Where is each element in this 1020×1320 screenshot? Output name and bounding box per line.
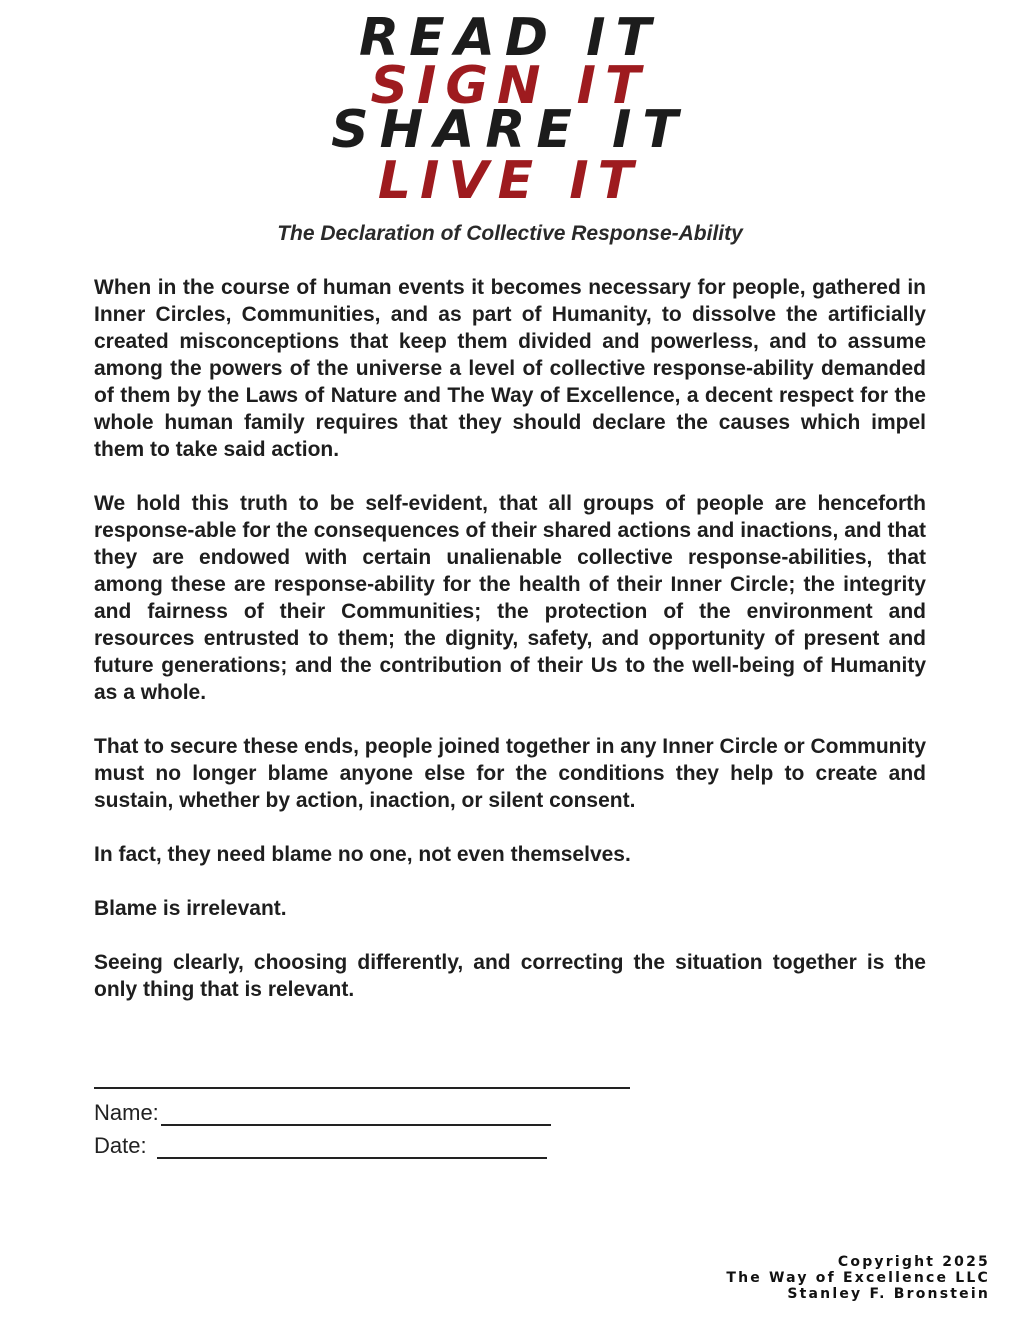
copyright-author: Stanley F. Bronstein — [787, 1286, 990, 1302]
signature-line[interactable] — [94, 1087, 630, 1089]
headline-read-it: READ IT — [359, 8, 661, 68]
headline-live-it: LIVE IT — [377, 151, 643, 211]
name-field-row — [94, 1100, 551, 1126]
name-blank[interactable] — [161, 1104, 551, 1126]
copyright-year: Copyright 2025 — [837, 1254, 990, 1270]
paragraph-seeing-clearly: Seeing clearly, choosing differently, and correcting the situation together is the only thing that is relevant. — [94, 951, 926, 1001]
headline-sign-it: SIGN IT — [370, 56, 650, 116]
date-field-row — [94, 1133, 547, 1159]
headline-share-it: SHARE IT — [331, 100, 689, 160]
paragraph-blame-no-one: In fact, they need blame no one, not even themselves. — [94, 843, 631, 866]
copyright-block — [726, 1254, 990, 1302]
date-label: Date: — [94, 1133, 147, 1158]
document-title: The Declaration of Collective Response-Ability — [277, 222, 743, 245]
paragraph-self-evident-truth: We hold this truth to be self-evident, that all groups of people are henceforth response-able for the consequences of their shared actions and inactions, and that they are endowed with certain unalienable collective response-abilities, that among these are response-ability for the health of their Inner Circle; the integrity and fairness of their Communities; the protection of the environment and resources entrusted to them; the dignity, safety, and opportunity of present and future generations; and the contribution of their Us to the well-being of Humanity as a whole. — [94, 492, 926, 704]
date-blank[interactable] — [157, 1137, 547, 1159]
copyright-company: The Way of Excellence LLC — [726, 1270, 990, 1286]
paragraph-preamble: When in the course of human events it becomes necessary for people, gathered in Inner Circles, Communities, and as part of Humanity, to dissolve the artificially created misconceptions that keep them divided and powerless, and to assume among the powers of the universe a level of collective response-ability demanded of them by the Laws of Nature and The Way of Excellence, a decent respect for the whole human family requires that they should declare the causes which impel them to take said action. — [94, 276, 926, 461]
name-label: Name: — [94, 1100, 159, 1125]
paragraph-blame-irrelevant: Blame is irrelevant. — [94, 897, 287, 920]
paragraph-secure-ends: That to secure these ends, people joined together in any Inner Circle or Community must no longer blame anyone else for the conditions they help to create and sustain, whether by action, inaction, or silent consent. — [94, 735, 926, 812]
declaration-body — [94, 274, 926, 1030]
